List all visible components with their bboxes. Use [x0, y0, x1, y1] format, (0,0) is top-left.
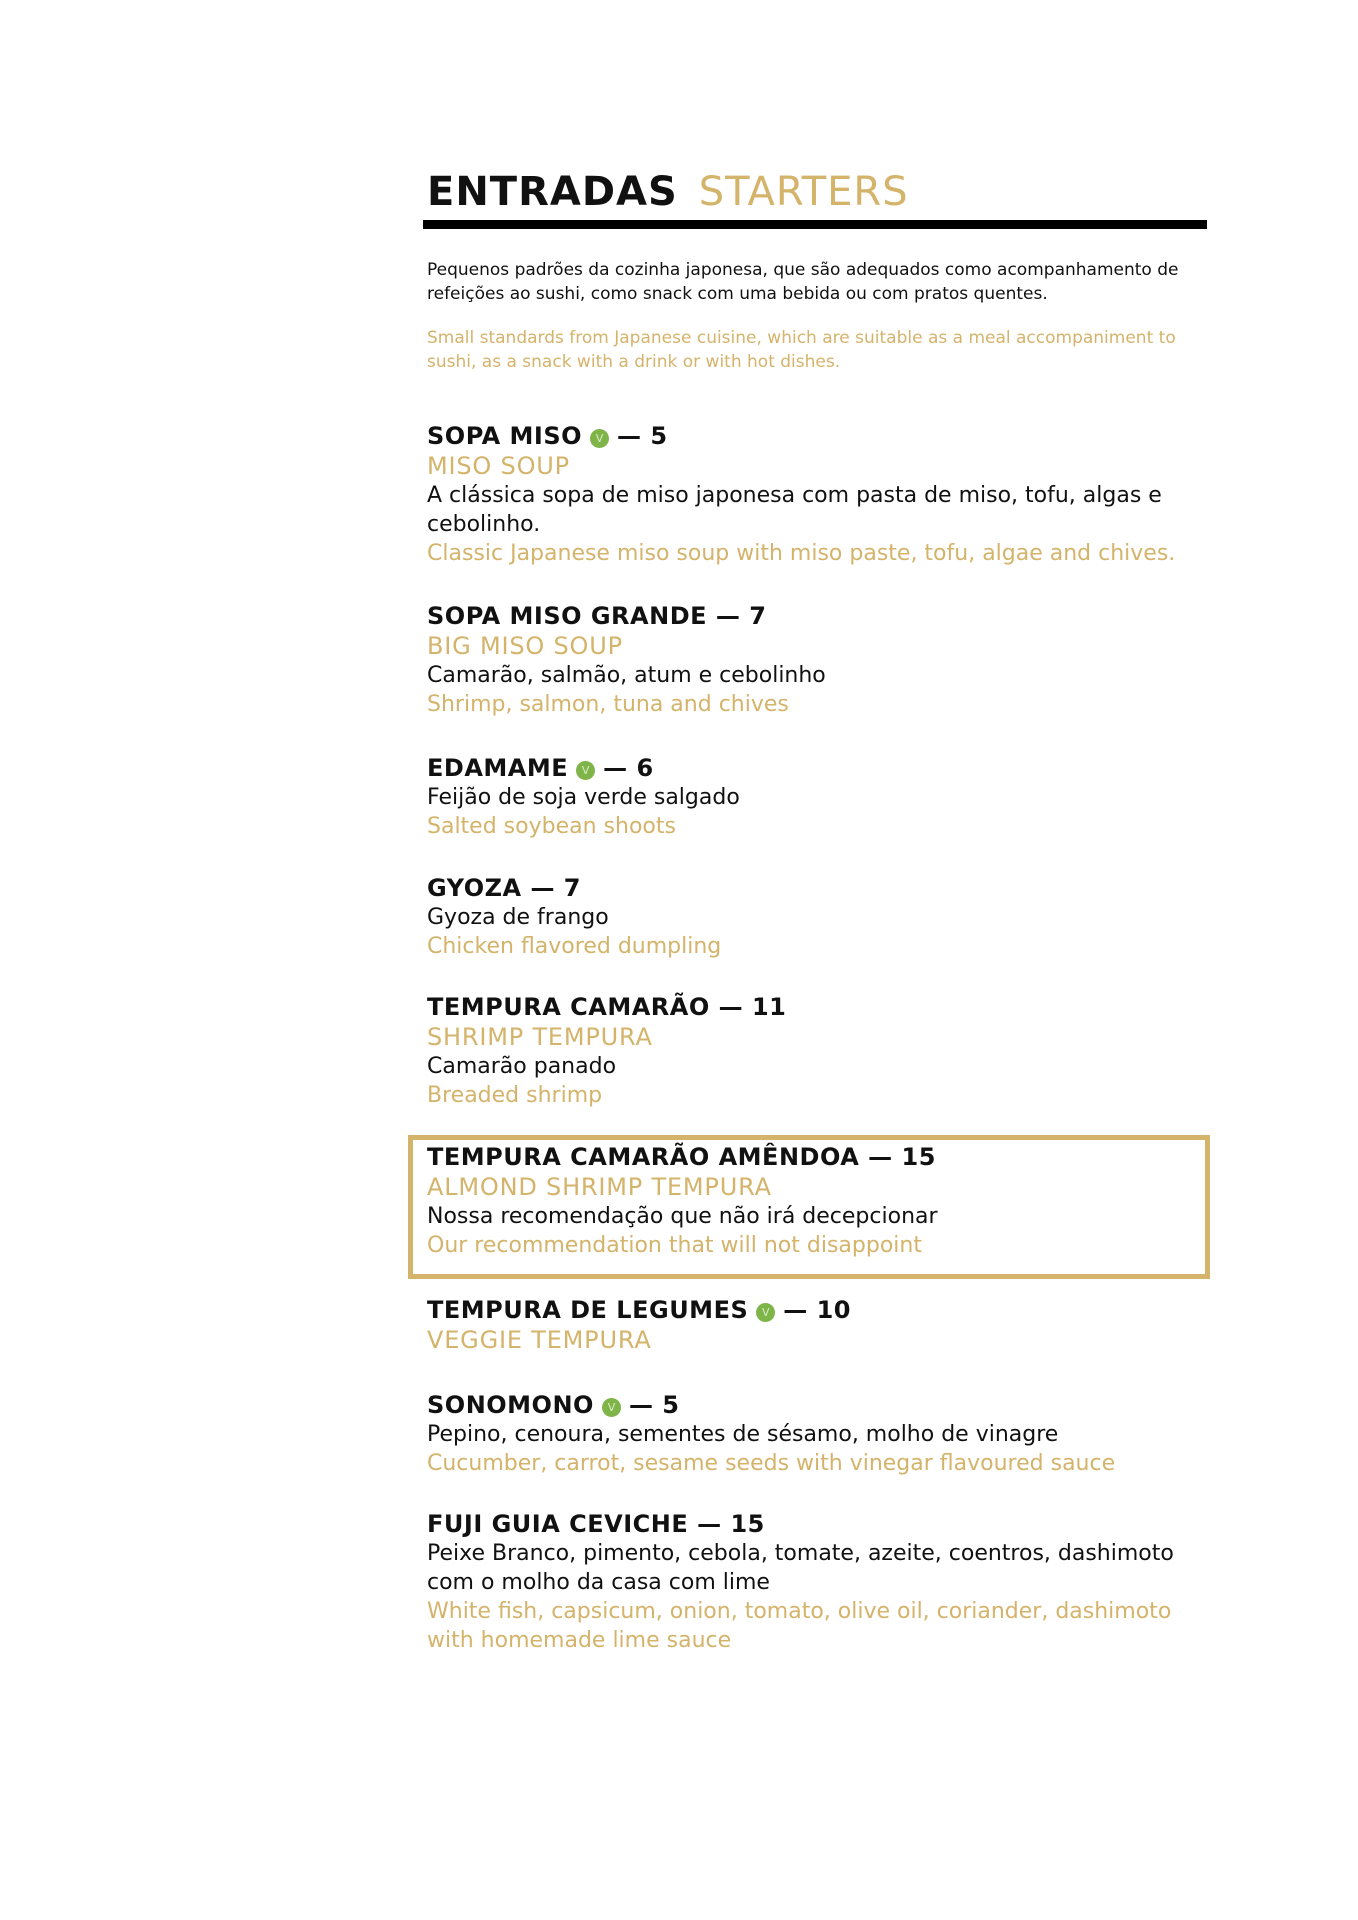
item-subtitle: MISO SOUP — [427, 452, 570, 480]
item-name-text: SONOMONO — [427, 1391, 594, 1419]
item-price: — 5 — [628, 1391, 680, 1419]
item-name — [427, 421, 1207, 451]
item-description-pt: Feijão de soja verde salgado — [427, 785, 740, 810]
item-description-pt: Camarão, salmão, atum e cebolinho — [427, 663, 826, 688]
menu-item-fuji-guia-ceviche — [427, 1509, 1207, 1655]
item-description-en: Classic Japanese miso soup with miso paste, tofu, algae and chives. — [427, 541, 1176, 566]
item-name-text: SOPA MISO — [427, 422, 583, 450]
item-price: — 10 — [783, 1296, 852, 1324]
item-price: — 11 — [718, 993, 787, 1021]
intro-english: Small standards from Japanese cuisine, which are suitable as a meal accompaniment to sushi, as a snack with a drink or with hot dishes. — [427, 328, 1176, 372]
item-description-en: Chicken flavored dumpling — [427, 934, 722, 959]
title-underline — [423, 220, 1207, 229]
item-name-text: GYOZA — [427, 874, 522, 902]
item-name — [427, 753, 1207, 783]
page-title — [427, 170, 1207, 214]
vegetarian-icon: V — [756, 1303, 775, 1322]
item-name-text: EDAMAME — [427, 754, 569, 782]
item-description-en: Our recommendation that will not disappoint — [427, 1233, 922, 1258]
item-name — [427, 1295, 1207, 1325]
item-name-text: TEMPURA CAMARÃO — [427, 993, 710, 1021]
vegetarian-icon: V — [602, 1398, 621, 1417]
item-price: — 15 — [868, 1143, 936, 1171]
item-name — [427, 873, 1207, 903]
item-name-text: TEMPURA DE LEGUMES — [427, 1296, 749, 1324]
item-description-en: Shrimp, salmon, tuna and chives — [427, 692, 789, 717]
item-description-en: Breaded shrimp — [427, 1083, 603, 1108]
item-price: — 5 — [617, 422, 668, 450]
item-subtitle: BIG MISO SOUP — [427, 632, 623, 660]
item-description-pt: A clássica sopa de miso japonesa com pasta de miso, tofu, algas e cebolinho. — [427, 483, 1162, 537]
item-name-text: FUJI GUIA CEVICHE — [427, 1510, 689, 1538]
title-portuguese: ENTRADAS — [427, 169, 678, 215]
item-description-pt: Nossa recomendação que não irá decepcionar — [427, 1204, 938, 1229]
vegetarian-icon: V — [576, 761, 595, 780]
item-price: — 6 — [603, 754, 654, 782]
item-description-en: Salted soybean shoots — [427, 814, 676, 839]
menu-item-tempura-camarao-amendoa — [427, 1142, 1207, 1260]
item-name — [427, 1509, 1207, 1539]
title-english: STARTERS — [698, 169, 909, 215]
item-name — [427, 1390, 1207, 1420]
item-description-pt: Pepino, cenoura, sementes de sésamo, molho de vinagre — [427, 1422, 1059, 1447]
item-description-pt: Camarão panado — [427, 1054, 617, 1079]
item-subtitle: ALMOND SHRIMP TEMPURA — [427, 1173, 772, 1201]
item-description-en: White fish, capsicum, onion, tomato, olive oil, coriander, dashimoto with homemade lime sauce — [427, 1599, 1172, 1653]
section-intro — [427, 258, 1207, 374]
item-price: — 7 — [715, 602, 767, 630]
menu-item-gyoza — [427, 873, 1207, 961]
menu-item-tempura-de-legumes — [427, 1295, 1207, 1355]
item-name-text: SOPA MISO GRANDE — [427, 602, 708, 630]
item-price: — 15 — [697, 1510, 765, 1538]
item-description-en: Cucumber, carrot, sesame seeds with vinegar flavoured sauce — [427, 1451, 1116, 1476]
item-subtitle: VEGGIE TEMPURA — [427, 1326, 652, 1354]
item-name — [427, 992, 1207, 1022]
item-price: — 7 — [530, 874, 581, 902]
item-description-pt: Peixe Branco, pimento, cebola, tomate, azeite, coentros, dashimoto com o molho da casa com lime — [427, 1541, 1174, 1595]
item-name — [427, 601, 1207, 631]
item-name — [427, 1142, 1207, 1172]
item-name-text: TEMPURA CAMARÃO AMÊNDOA — [427, 1143, 860, 1171]
item-subtitle: SHRIMP TEMPURA — [427, 1023, 653, 1051]
menu-item-tempura-camarao — [427, 992, 1207, 1110]
menu-item-sonomono — [427, 1390, 1207, 1478]
vegetarian-icon: V — [590, 429, 609, 448]
menu-item-sopa-miso-grande — [427, 601, 1207, 719]
menu-item-edamame — [427, 753, 1207, 841]
intro-portuguese: Pequenos padrões da cozinha japonesa, que são adequados como acompanhamento de refeições ao sushi, como snack com uma bebida ou com pratos quentes. — [427, 260, 1179, 304]
item-description-pt: Gyoza de frango — [427, 905, 609, 930]
menu-item-sopa-miso — [427, 421, 1207, 568]
section-header — [427, 170, 1207, 214]
